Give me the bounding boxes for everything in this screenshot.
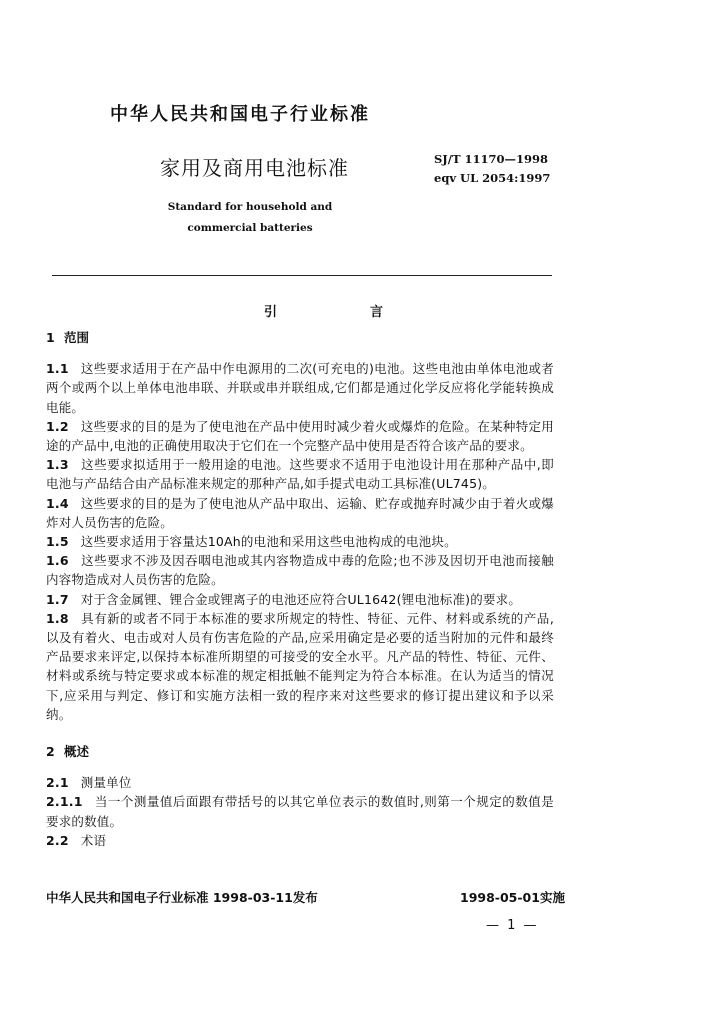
- section-number: 2: [46, 744, 55, 760]
- clause-text: 术语: [80, 832, 107, 848]
- clause-text: 测量单位: [80, 775, 132, 791]
- clause-paragraph: [46, 532, 554, 551]
- clause-paragraph: [46, 831, 554, 850]
- section-heading: [46, 742, 554, 761]
- intro-heading: 引 言: [264, 305, 424, 320]
- english-title-line-1: Standard for household and: [167, 201, 333, 213]
- clause-number: 1.1: [46, 361, 69, 377]
- header-divider: [52, 275, 552, 276]
- issue-date: 中华人民共和国电子行业标准 1998-03-11发布: [46, 890, 318, 905]
- clause-paragraph: [46, 551, 554, 589]
- clause-number: 1.4: [46, 495, 69, 511]
- clause-number: 1.2: [46, 418, 69, 434]
- clause-text: 具有新的或者不同于本标准的要求所规定的特性、特征、元件、材料或系统的产品,以及有着火、电击或对人员有伤害危险的产品,应采用确定是必要的适当附加的元件和最终产品要求来评定,以保持本标准所期望的可接受的安全水平。凡产品的特性、特征、元件、材料或系统与特定要求或本标准的规定相抵触不能判定为符合本标准。在认为适当的情况下,应采用与判定、修订和实施方法相一致的程序来对这些要求的修订提出建议和予以采纳。: [46, 610, 554, 722]
- clause-text: 对于含金属锂、锂合金或锂离子的电池还应符合UL1642(锂电池标准)的要求。: [80, 591, 522, 607]
- clause-paragraph: [46, 590, 554, 609]
- standard-code: SJ/T 11170—1998: [434, 152, 549, 166]
- clause-number: 2.1.1: [46, 794, 83, 810]
- clause-number: 1.6: [46, 553, 69, 569]
- clause-paragraph: [46, 494, 554, 532]
- clause-number: 1.5: [46, 534, 69, 550]
- clause-number: 1.8: [46, 610, 69, 626]
- clause-number: 2.1: [46, 775, 69, 791]
- clause-text: 这些要求拟适用于一般用途的电池。这些要求不适用于电池设计用在那种产品中,即电池与产品结合由产品标准来规定的那种产品,如手提式电动工具标准(UL745)。: [46, 457, 554, 492]
- clause-number: 1.3: [46, 457, 69, 473]
- clause-text: 这些要求适用于在产品中作电源用的二次(可充电的)电池。这些电池由单体电池或者两个或两个以上单体电池串联、并联或串并联组成,它们都是通过化学反应将化学能转换成电能。: [46, 361, 554, 415]
- clause-paragraph: [46, 773, 554, 792]
- clause-text: 这些要求的目的是为了使电池从产品中取出、运输、贮存或抛弃时减少由于着火或爆炸对人员伤害的危险。: [46, 495, 554, 530]
- english-title-line-2: commercial batteries: [187, 222, 313, 234]
- standard-code-block: [434, 150, 550, 188]
- section-heading: [46, 328, 554, 347]
- standard-title: 家用及商用电池标准: [160, 156, 349, 180]
- equivalent-code: eqv UL 2054:1997: [434, 171, 551, 185]
- clause-paragraph: [46, 359, 554, 417]
- body-text: [46, 320, 554, 850]
- clause-text: 这些要求适用于容量达10Ah的电池和采用这些电池构成的电池块。: [80, 534, 457, 550]
- effective-date: 1998-05-01实施: [460, 890, 565, 905]
- page-number: — 1 —: [486, 918, 539, 933]
- clause-number: 2.2: [46, 832, 69, 848]
- section-number: 1: [46, 330, 55, 345]
- clause-paragraph: [46, 792, 554, 830]
- clause-number: 1.7: [46, 591, 69, 607]
- section-title: 概述: [64, 744, 90, 760]
- standard-category-title: 中华人民共和国电子行业标准: [110, 104, 370, 125]
- clause-text: 当一个测量值后面跟有带括号的以其它单位表示的数值时,则第一个规定的数值是要求的数值。: [46, 794, 554, 829]
- clause-paragraph: [46, 455, 554, 493]
- clause-paragraph: [46, 417, 554, 455]
- clause-text: 这些要求的目的是为了使电池在产品中使用时减少着火或爆炸的危险。在某种特定用途的产品中,电池的正确使用取决于它们在一个完整产品中使用是否符合该产品的要求。: [46, 418, 554, 454]
- clause-paragraph: [46, 609, 554, 724]
- section-gap: [46, 724, 554, 734]
- english-title: [150, 197, 350, 239]
- section-title: 范围: [64, 330, 90, 345]
- clause-text: 这些要求不涉及因吞咽电池或其内容物造成中毒的危险;也不涉及因切开电池而接触内容物造成对人员伤害的危险。: [46, 553, 554, 588]
